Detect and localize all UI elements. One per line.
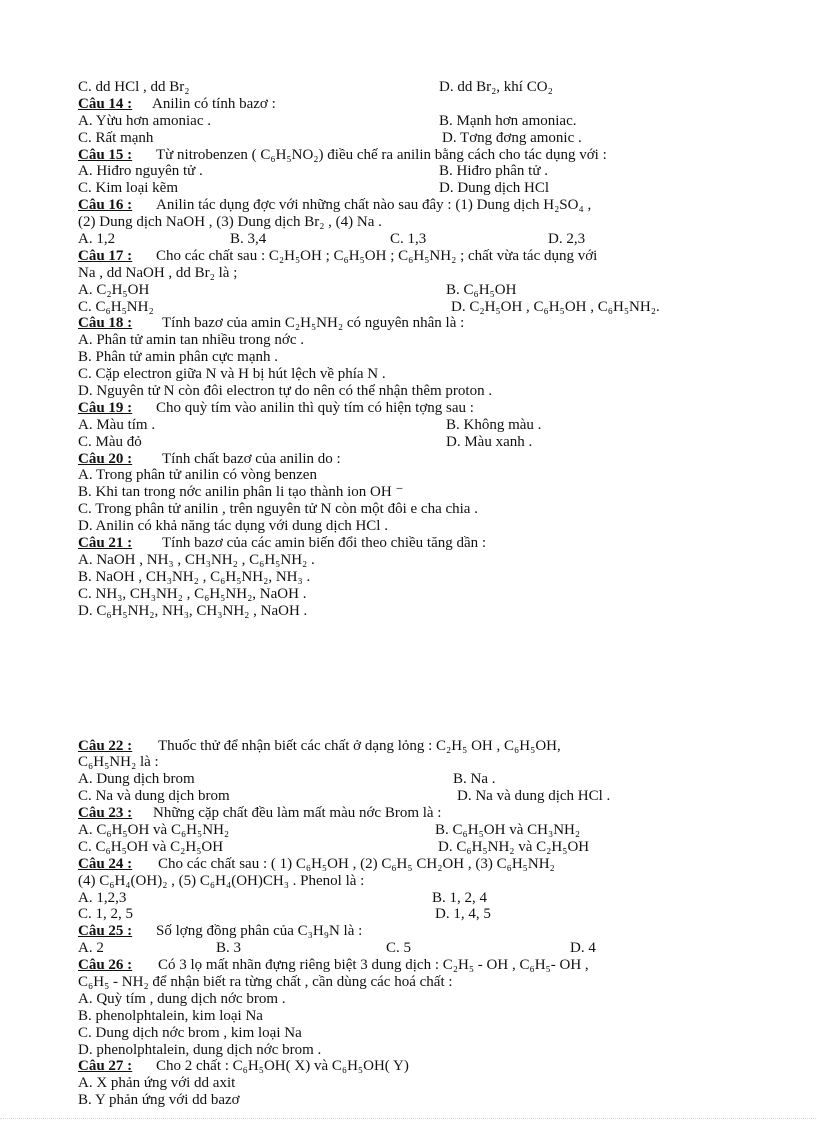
q20-label: Câu 20 : (78, 450, 133, 467)
q15-stem (78, 147, 738, 164)
q24-option-d: D. 1, 4, 5 (435, 906, 491, 923)
q19-stem (78, 400, 738, 417)
q27-label: Câu 27 : (78, 1058, 133, 1075)
q17-option-a: A. C₂H₅OH (78, 281, 150, 298)
q23-option-d: D. C₆H₅NH₂ và C₂H₅OH (438, 838, 590, 855)
q16-option-a: A. 1,2 (78, 231, 116, 248)
q19-option-b: B. Không màu . (446, 416, 542, 433)
q24-stem-line2 (78, 873, 738, 890)
q21-option-c: C. NH₃, CH₃NH₂ , C₆H₅NH₂, NaOH . (78, 585, 307, 602)
q23-option-a: A. C₆H₅OH và C₆H₅NH₂ (78, 821, 230, 838)
q17-options-cd (78, 299, 738, 316)
blank-gap (78, 620, 738, 738)
q19-options-ab (78, 417, 738, 434)
q14-option-c: C. Rất mạnh (78, 129, 154, 146)
q16-label: Câu 16 : (78, 197, 133, 214)
q21-option-a-line (78, 552, 738, 569)
q18-stem (78, 315, 738, 332)
q21-option-a: A. NaOH , NH₃ , CH₃NH₂ , C₆H₅NH₂ . (78, 551, 315, 568)
q22-options-ab (78, 771, 738, 788)
q15-option-d: D. Dung dịch HCl (439, 180, 549, 197)
q14-options-cd (78, 130, 738, 147)
q16-stem (78, 197, 738, 214)
q24-text2: (4) C₆H₄(OH)₂ , (5) C₆H₄(OH)CH₃ . Phenol là : (78, 872, 365, 889)
q16-options (78, 231, 738, 248)
q14-option-a: A. Yừu hơn amoniac . (78, 112, 211, 129)
q14-label: Câu 14 : (78, 95, 133, 112)
q26-label: Câu 26 : (78, 957, 133, 974)
q15-text: Từ nitrobenzen ( C₆H₅NO₂) điều chế ra anilin bằng cách cho tác dụng với : (156, 146, 607, 163)
q24-options-ab (78, 890, 738, 907)
q25-option-b: B. 3 (216, 940, 242, 957)
q19-option-d: D. Màu xanh . (446, 433, 533, 450)
q25-option-a: A. 2 (78, 940, 104, 957)
q18-label: Câu 18 : (78, 315, 133, 332)
q13-options-cd (78, 79, 738, 96)
q17-option-c: C. C₆H₅NH₂ (78, 298, 154, 315)
q26-option-b-line (78, 1008, 738, 1025)
q17-option-d: D. C₂H₅OH , C₆H₅OH , C₆H₅NH₂. (451, 298, 660, 315)
q17-options-ab (78, 282, 738, 299)
q23-text: Những cặp chất đều làm mất màu nớc Brom là : (153, 805, 442, 822)
q18-option-b: B. Phân tử amin phân cực mạnh . (78, 349, 278, 366)
q18-option-b-line (78, 349, 738, 366)
q24-option-a: A. 1,2,3 (78, 889, 127, 906)
q24-option-c: C. 1, 2, 5 (78, 906, 134, 923)
q23-options-cd (78, 839, 738, 856)
q25-label: Câu 25 : (78, 923, 133, 940)
q18-option-d: D. Nguyên tử N còn đôi electron tự do nên có thể nhận thêm proton . (78, 383, 493, 400)
q17-stem (78, 248, 738, 265)
q23-option-b: B. C₆H₅OH và CH₃NH₂ (435, 821, 581, 838)
q13-option-d: D. dd Br₂, khí CO₂ (439, 79, 553, 95)
q22-stem-line2 (78, 754, 738, 771)
q18-option-d-line (78, 383, 738, 400)
q27-text: Cho 2 chất : C₆H₅OH( X) và C₆H₅OH( Y) (156, 1058, 409, 1075)
q16-option-c: C. 1,3 (390, 231, 427, 248)
page-bottom-divider (0, 1118, 816, 1119)
q19-option-c: C. Màu đỏ (78, 433, 142, 450)
q19-options-cd (78, 434, 738, 451)
q25-stem (78, 923, 738, 940)
q26-option-c-line (78, 1025, 738, 1042)
q26-option-d: D. phenolphtalein, dung dịch nớc brom . (78, 1041, 322, 1058)
q20-option-a: A. Trong phân tử anilin có vòng benzen (78, 467, 317, 484)
q19-text: Cho quỳ tím vào anilin thì quỳ tím có hiện tợng sau : (156, 399, 474, 416)
q17-option-b: B. C₆H₅OH (446, 281, 517, 298)
q21-option-c-line (78, 586, 738, 603)
q24-options-cd (78, 906, 738, 923)
q25-text: Số lợng đồng phân của C₃H₉N là : (156, 923, 363, 940)
q25-options (78, 940, 738, 957)
q20-option-a-line (78, 467, 738, 484)
q23-stem (78, 805, 738, 822)
q20-option-b: B. Khi tan trong nớc anilin phân li tạo thành ion OH ⁻ (78, 484, 404, 501)
q27-option-b: B. Y phản ứng với dd bazơ (78, 1092, 240, 1109)
q13-option-c: C. dd HCl , dd Br₂ (78, 79, 190, 95)
q27-stem (78, 1058, 738, 1075)
q18-text: Tính bazơ của amin C₂H₅NH₂ có nguyên nhân là : (162, 315, 465, 332)
q18-option-c: C. Cặp electron giữa N và H bị hút lệch về phía N . (78, 366, 386, 383)
q20-option-b-line (78, 484, 738, 501)
q21-label: Câu 21 : (78, 535, 133, 552)
q19-label: Câu 19 : (78, 399, 133, 416)
q24-label: Câu 24 : (78, 855, 133, 872)
q19-option-a: A. Màu tím . (78, 416, 156, 433)
q26-option-d-line (78, 1042, 738, 1059)
q14-option-b: B. Mạnh hơn amoniac. (439, 112, 577, 129)
q22-options-cd (78, 788, 738, 805)
q22-label: Câu 22 : (78, 737, 133, 754)
q16-option-d: D. 2,3 (548, 231, 586, 248)
q26-text2: C₆H₅ - NH₂ để nhận biết ra từng chất , cần dùng các hoá chất : (78, 973, 453, 990)
q26-text: Có 3 lọ mất nhãn đựng riêng biệt 3 dung dịch : C₂H₅ - OH , C₆H₅- OH , (158, 957, 589, 974)
q17-stem-line2 (78, 265, 738, 282)
q27-option-a-line (78, 1075, 738, 1092)
q21-option-b: B. NaOH , CH₃NH₂ , C₆H₅NH₂, NH₃ . (78, 568, 311, 585)
q25-option-c: C. 5 (386, 940, 412, 957)
q15-option-c: C. Kim loại kẽm (78, 180, 178, 197)
q21-text: Tính bazơ của các amin biến đổi theo chiều tăng dần : (162, 535, 487, 552)
q15-options-cd (78, 180, 738, 197)
q18-option-a-line (78, 332, 738, 349)
q22-option-b: B. Na . (453, 771, 496, 788)
q14-options-ab (78, 113, 738, 130)
q17-text: Cho các chất sau : C₂H₅OH ; C₆H₅OH ; C₆H₅NH₂ ; chất vừa tác dụng với (156, 247, 598, 264)
q16-text: Anilin tác dụng đợc với những chất nào sau đây : (1) Dung dịch H₂SO₄ , (156, 197, 592, 214)
q15-options-ab (78, 163, 738, 180)
q24-text: Cho các chất sau : ( 1) C₆H₅OH , (2) C₆H₅ CH₂OH , (3) C₆H₅NH₂ (158, 855, 555, 872)
q20-option-c-line (78, 501, 738, 518)
q22-stem (78, 738, 738, 755)
q23-option-c: C. C₆H₅OH và C₂H₅OH (78, 838, 224, 855)
q21-option-b-line (78, 569, 738, 586)
q22-option-d: D. Na và dung dịch HCl . (457, 788, 611, 805)
q21-option-d: D. C₆H₅NH₂, NH₃, CH₃NH₂ , NaOH . (78, 602, 308, 619)
q24-option-b: B. 1, 2, 4 (432, 889, 488, 906)
q20-option-d: D. Anilin có khả năng tác dụng với dung dịch HCl . (78, 518, 388, 535)
q16-stem-line2 (78, 214, 738, 231)
q22-text: Thuốc thử để nhận biết các chất ở dạng lỏng : C₂H₅ OH , C₆H₅OH, (158, 737, 561, 754)
q24-stem (78, 856, 738, 873)
q15-option-b: B. Hiđro phân tử . (439, 163, 548, 180)
q16-option-b: B. 3,4 (230, 231, 267, 248)
q21-stem (78, 535, 738, 552)
q17-text2: Na , dd NaOH , dd Br₂ là ; (78, 264, 238, 281)
q14-text: Anilin có tính bazơ : (152, 95, 276, 112)
q26-stem-line2 (78, 974, 738, 991)
q26-option-a-line (78, 991, 738, 1008)
q20-text: Tính chất bazơ của anilin do : (162, 450, 341, 467)
q25-option-d: D. 4 (570, 940, 596, 957)
q26-stem (78, 957, 738, 974)
q17-label: Câu 17 : (78, 247, 133, 264)
q20-stem (78, 451, 738, 468)
q26-option-b: B. phenolphtalein, kim loại Na (78, 1007, 263, 1024)
q18-option-c-line (78, 366, 738, 383)
q18-option-a: A. Phân tử amin tan nhiều trong nớc . (78, 332, 305, 349)
q22-text2: C₆H₅NH₂ là : (78, 754, 159, 771)
q22-option-a: A. Dung dịch brom (78, 771, 195, 788)
q16-text2: (2) Dung dịch NaOH , (3) Dung dịch Br₂ , (4) Na . (78, 214, 382, 231)
q15-label: Câu 15 : (78, 146, 133, 163)
q23-label: Câu 23 : (78, 805, 133, 822)
q26-option-c: C. Dung dịch nớc brom , kim loại Na (78, 1024, 302, 1041)
q22-option-c: C. Na và dung dịch brom (78, 788, 230, 805)
q14-option-d: D. Tơng đơng amonic . (442, 129, 582, 146)
q21-option-d-line (78, 603, 738, 620)
quiz-page (78, 79, 738, 1109)
q27-option-a: A. X phản ứng với dd axit (78, 1075, 236, 1092)
q14-stem (78, 96, 738, 113)
q20-option-c: C. Trong phân tử anilin , trên nguyên tử N còn một đôi e cha chia . (78, 501, 478, 518)
q27-option-b-line (78, 1092, 738, 1109)
q20-option-d-line (78, 518, 738, 535)
q26-option-a: A. Quỳ tím , dung dịch nớc brom . (78, 990, 286, 1007)
q15-option-a: A. Hiđro nguyên tử . (78, 163, 203, 180)
q23-options-ab (78, 822, 738, 839)
